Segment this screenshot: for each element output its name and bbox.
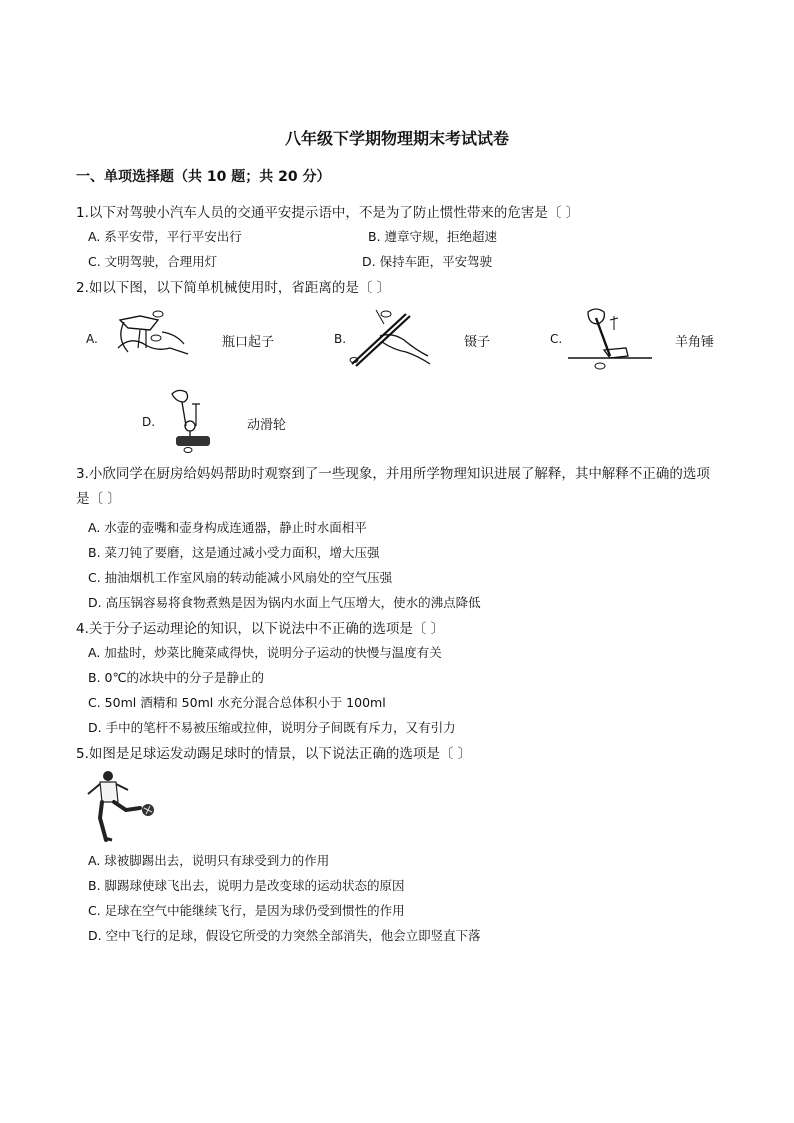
q2-figure-c-letter: C. [550,332,563,346]
q3-option-d: D. 高压锅容易将食物煮熟是因为锅内水面上气压增大，使水的沸点降低 [88,595,481,610]
q4-option-c: C. 50ml 酒精和 50ml 水充分混合总体积小于 100ml [88,695,386,710]
question-1-stem: 1.以下对驾驶小汽车人员的交通平安提示语中，不是为了防止惯性带来的危害是〔 〕 [76,205,580,221]
q2-figure-b-letter: B. [334,332,347,346]
q4-option-b: B. 0℃的冰块中的分子是静止的 [88,670,265,685]
q1-option-b: B. 遵章守规，拒绝超速 [368,229,498,244]
section-heading: 一、单项选择题（共 10 题；共 20 分） [76,169,331,185]
q2-figure-d-letter: D. [142,415,156,429]
q2-figure-a-caption: 瓶口起子 [222,335,275,350]
tweezers-icon [346,306,436,370]
q2-figure-b-caption: 镊子 [464,335,491,350]
q1-option-d: D. 保持车距，平安驾驶 [362,254,493,269]
bottle-opener-icon [110,308,202,366]
q4-option-d: D. 手中的笔杆不易被压缩或拉伸，说明分子间既有斥力，又有引力 [88,720,456,735]
q5-option-c: C. 足球在空气中能继续飞行，是因为球仍受到惯性的作用 [88,903,405,918]
question-4-stem: 4.关于分子运动理论的知识，以下说法中不正确的选项是〔 〕 [76,621,445,637]
movable-pulley-icon [166,386,218,456]
page-title: 八年级下学期物理期末考试试卷 [284,129,509,148]
q2-figure-c-caption: 羊角锤 [675,335,715,350]
q1-option-c: C. 文明驾驶，合理用灯 [88,254,218,269]
claw-hammer-icon [566,306,656,372]
q3-option-b: B. 菜刀钝了要磨，这是通过减小受力面积，增大压强 [88,545,380,560]
q5-option-d: D. 空中飞行的足球，假设它所受的力突然全部消失，他会立即竖直下落 [88,928,481,943]
q2-figure-a-letter: A. [86,332,98,346]
q5-option-a: A. 球被脚踢出去，说明只有球受到力的作用 [88,853,330,868]
q3-option-a: A. 水壶的壶嘴和壶身构成连通器，静止时水面相平 [88,520,367,535]
soccer-player-icon [86,768,156,844]
question-2-stem: 2.如以下图，以下简单机械使用时，省距离的是〔 〕 [76,280,391,296]
q5-option-b: B. 脚踢球使球飞出去，说明力是改变球的运动状态的原因 [88,878,405,893]
question-3-stem: 3.小欣同学在厨房给妈妈帮助时观察到了一些现象，并用所学物理知识进展了解释，其中解释不正确的选项是〔 〕 [76,466,710,507]
question-5-stem: 5.如图是足球运发动踢足球时的情景，以下说法正确的选项是〔 〕 [76,746,472,762]
q3-option-c: C. 抽油烟机工作室风扇的转动能减小风扇处的空气压强 [88,570,393,585]
q4-option-a: A. 加盐时，炒菜比腌菜咸得快，说明分子运动的快慢与温度有关 [88,645,442,660]
q1-option-a: A. 系平安带，平行平安出行 [88,229,242,244]
q2-figure-d-caption: 动滑轮 [247,418,287,433]
